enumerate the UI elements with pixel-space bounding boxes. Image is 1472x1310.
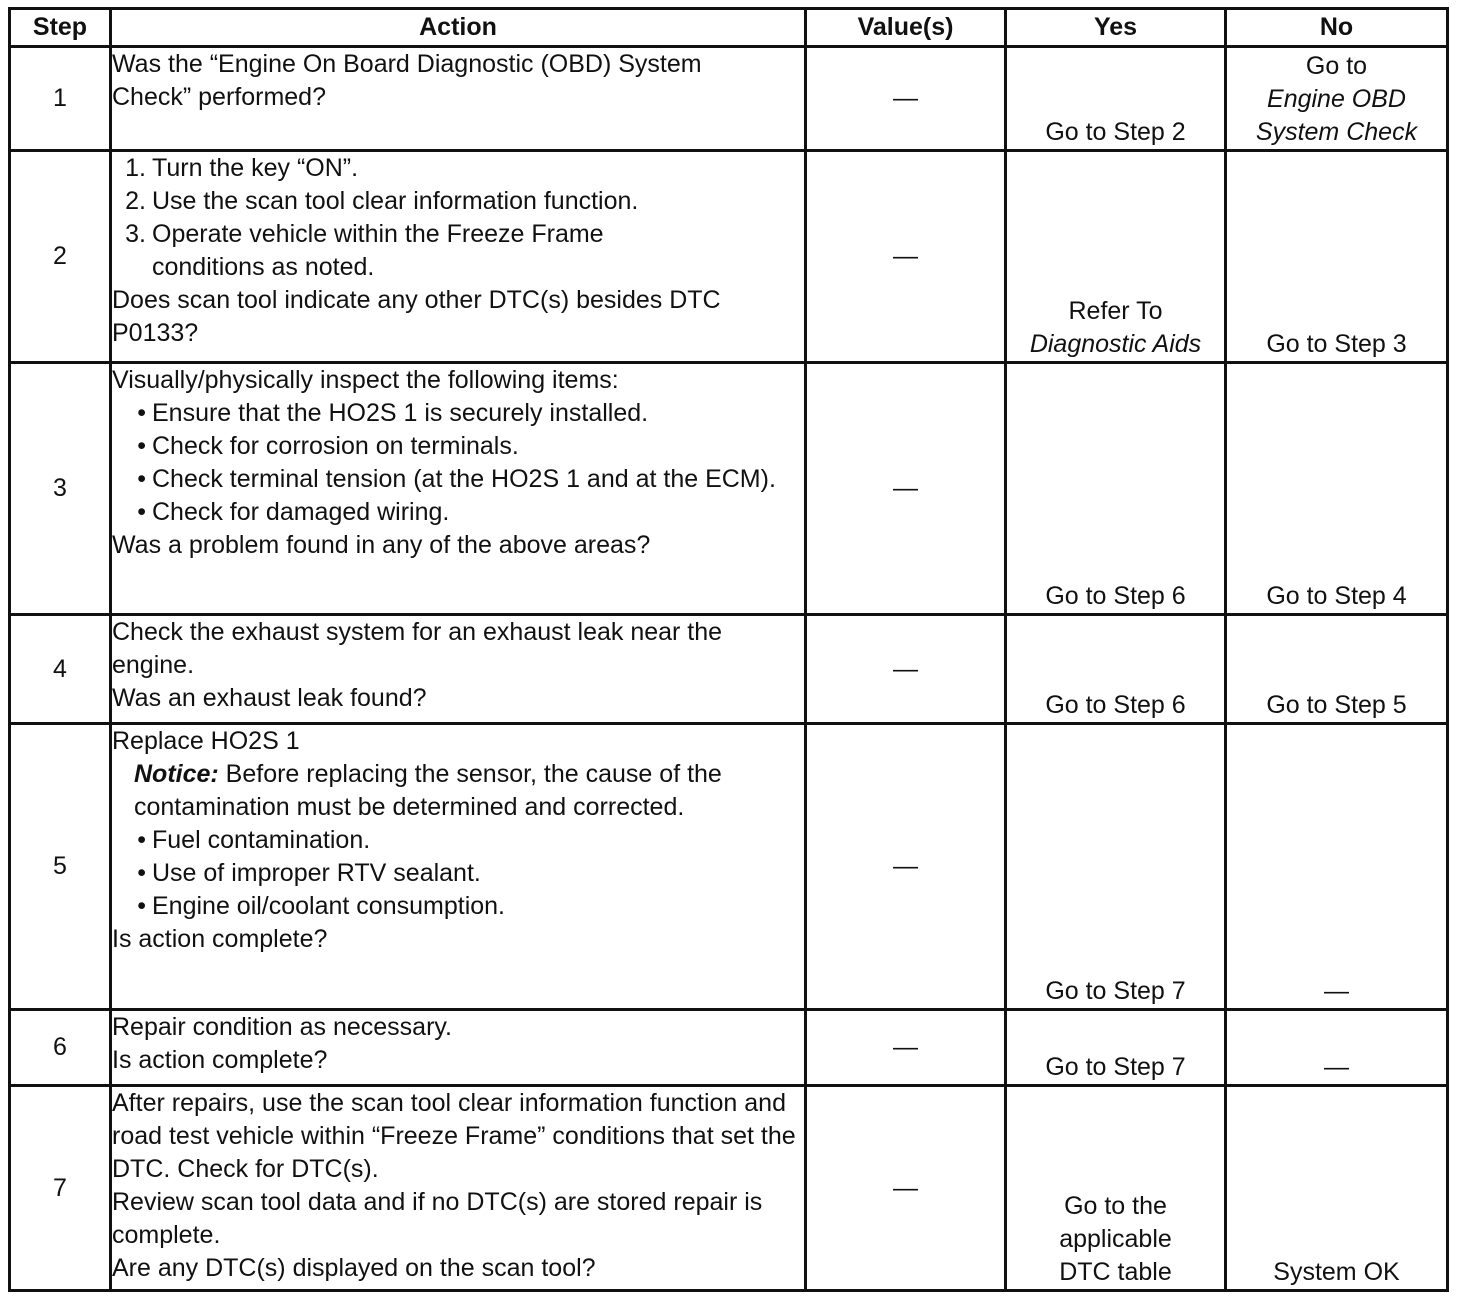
value-cell: — xyxy=(806,151,1006,363)
action-cell: Repair condition as necessary. Is action complete? xyxy=(111,1010,806,1086)
table-row xyxy=(10,1010,1448,1086)
step-number: 4 xyxy=(10,615,111,724)
header-no: No xyxy=(1226,9,1448,47)
header-action: Action xyxy=(111,9,806,47)
header-row xyxy=(10,9,1448,47)
yes-cell: Go to Step 2 xyxy=(1006,47,1226,151)
action-cell: Replace HO2S 1 Notice: Before replacing the sensor, the cause of the contamination must be determined and corrected. • Fuel contamination. • Use of improper RTV sealant. • Engine oil/coolant consumption. Is action complete? xyxy=(111,724,806,1010)
step-number: 7 xyxy=(10,1086,111,1291)
value-cell: — xyxy=(806,724,1006,1010)
list-item: 2. Use the scan tool clear information function. xyxy=(125,187,639,215)
no-cell: Go to Step 4 xyxy=(1226,363,1448,615)
table-row xyxy=(10,615,1448,724)
value-cell: — xyxy=(806,363,1006,615)
yes-cell: Go to Step 6 xyxy=(1006,615,1226,724)
yes-cell: Refer To Diagnostic Aids xyxy=(1006,151,1226,363)
header-values: Value(s) xyxy=(806,9,1006,47)
table-row xyxy=(10,47,1448,151)
value-cell: — xyxy=(806,47,1006,151)
header-yes: Yes xyxy=(1006,9,1226,47)
header-step: Step xyxy=(10,9,111,47)
table-row xyxy=(10,363,1448,615)
no-cell: — xyxy=(1226,724,1448,1010)
no-cell: — xyxy=(1226,1010,1448,1086)
step-number: 6 xyxy=(10,1010,111,1086)
list-item: • Engine oil/coolant consumption. xyxy=(137,892,506,920)
list-item: • Ensure that the HO2S 1 is securely installed. xyxy=(137,399,649,427)
list-item: • Check terminal tension (at the HO2S 1 and at the ECM). xyxy=(137,465,776,493)
yes-cell: Go to Step 6 xyxy=(1006,363,1226,615)
table-row xyxy=(10,151,1448,363)
table-row xyxy=(10,724,1448,1010)
action-cell: Was the “Engine On Board Diagnostic (OBD) System Check” performed? xyxy=(111,47,806,151)
step-number: 5 xyxy=(10,724,111,1010)
table-row xyxy=(10,1086,1448,1291)
yes-cell: Go to Step 7 xyxy=(1006,724,1226,1010)
step-number: 2 xyxy=(10,151,111,363)
value-cell: — xyxy=(806,615,1006,724)
no-cell: Go to Engine OBD System Check xyxy=(1226,47,1448,151)
value-cell: — xyxy=(806,1010,1006,1086)
no-cell: Go to Step 5 xyxy=(1226,615,1448,724)
list-item: 3. Operate vehicle within the Freeze Frame conditions as noted. xyxy=(125,220,604,281)
list-item: • Fuel contamination. xyxy=(137,826,371,854)
list-item: • Check for damaged wiring. xyxy=(137,498,450,526)
step-number: 1 xyxy=(10,47,111,151)
action-cell: Check the exhaust system for an exhaust leak near the engine. Was an exhaust leak found? xyxy=(111,615,806,724)
yes-cell: Go to the applicable DTC table xyxy=(1006,1086,1226,1291)
action-cell: 1. Turn the key “ON”. 2. Use the scan tool clear information function. 3. Operate vehicle within the Freeze Frame conditions as noted. Does scan tool indicate any other DTC(s) besides DTC P0133? xyxy=(111,151,806,363)
list-item: 1. Turn the key “ON”. xyxy=(125,154,359,182)
list-item: • Check for corrosion on terminals. xyxy=(137,432,519,460)
notice-block: Notice: Before replacing the sensor, the cause of the contamination must be determined and corrected. xyxy=(134,760,722,821)
yes-cell: Go to Step 7 xyxy=(1006,1010,1226,1086)
value-cell: — xyxy=(806,1086,1006,1291)
action-cell: Visually/physically inspect the following items: • Ensure that the HO2S 1 is securely installed. • Check for corrosion on terminals. • Check terminal tension (at the HO2S 1 and at the ECM). • Check for damaged wiring. Was a problem found in any of the above areas? xyxy=(111,363,806,615)
diagnostic-table xyxy=(8,7,1449,1292)
no-cell: System OK xyxy=(1226,1086,1448,1291)
no-cell: Go to Step 3 xyxy=(1226,151,1448,363)
list-item: • Use of improper RTV sealant. xyxy=(137,859,481,887)
step-number: 3 xyxy=(10,363,111,615)
action-cell: After repairs, use the scan tool clear information function and road test vehicle within “Freeze Frame” conditions that set the DTC. Check for DTC(s). Review scan tool data and if no DTC(s) are stored repair is complete. Are any DTC(s) displayed on the scan tool? xyxy=(111,1086,806,1291)
